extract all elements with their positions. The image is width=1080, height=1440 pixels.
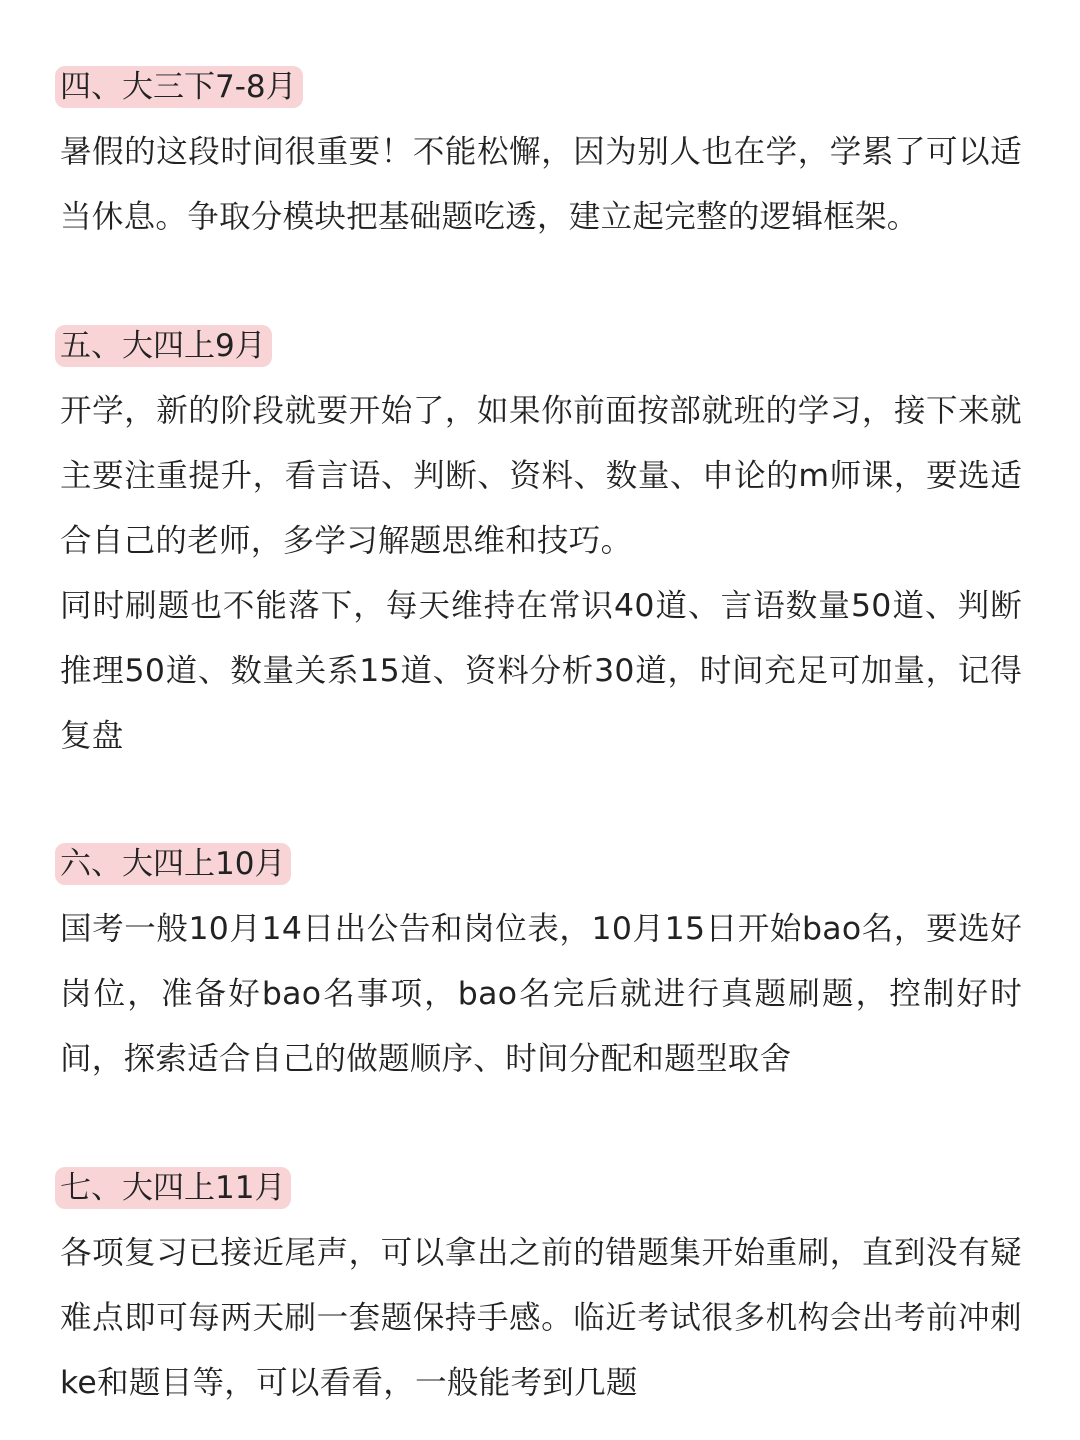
section-november — [60, 1167, 1022, 1416]
section-paragraph: 国考一般10月14日出公告和岗位表，10月15日开始bao名，要选好岗位，准备好bao名事项，bao名完后就进行真题刷题，控制好时间，探索适合自己的做题顺序、时间分配和题型取舍 — [60, 911, 1022, 1077]
section-paragraph: 暑假的这段时间很重要！不能松懈，因为别人也在学，学累了可以适当休息。争取分模块把基础题吃透，建立起完整的逻辑框架。 — [60, 134, 1022, 235]
section-september — [60, 325, 1022, 769]
section-heading: 七、大四上11月 — [55, 1167, 291, 1209]
section-paragraph: 各项复习已接近尾声，可以拿出之前的错题集开始重刷，直到没有疑难点即可每两天刷一套题保持手感。临近考试很多机构会出考前冲刺ke和题目等，可以看看，一般能考到几题 — [60, 1235, 1022, 1401]
heading-wrap — [60, 1167, 1022, 1221]
heading-wrap — [60, 843, 1022, 897]
section-heading: 五、大四上9月 — [55, 325, 272, 367]
section-heading: 六、大四上10月 — [55, 843, 291, 885]
section-paragraph: 开学，新的阶段就要开始了，如果你前面按部就班的学习，接下来就主要注重提升，看言语、判断、资料、数量、申论的m师课，要选适合自己的老师，多学习解题思维和技巧。 — [60, 393, 1022, 559]
section-july-august — [60, 66, 1022, 250]
heading-wrap — [60, 66, 1022, 120]
section-paragraph: 同时刷题也不能落下，每天维持在常识40道、言语数量50道、判断推理50道、数量关系15道、资料分析30道，时间充足可加量，记得复盘 — [60, 588, 1022, 754]
section-heading: 四、大三下7-8月 — [55, 66, 303, 108]
section-october — [60, 843, 1022, 1092]
heading-wrap — [60, 325, 1022, 379]
